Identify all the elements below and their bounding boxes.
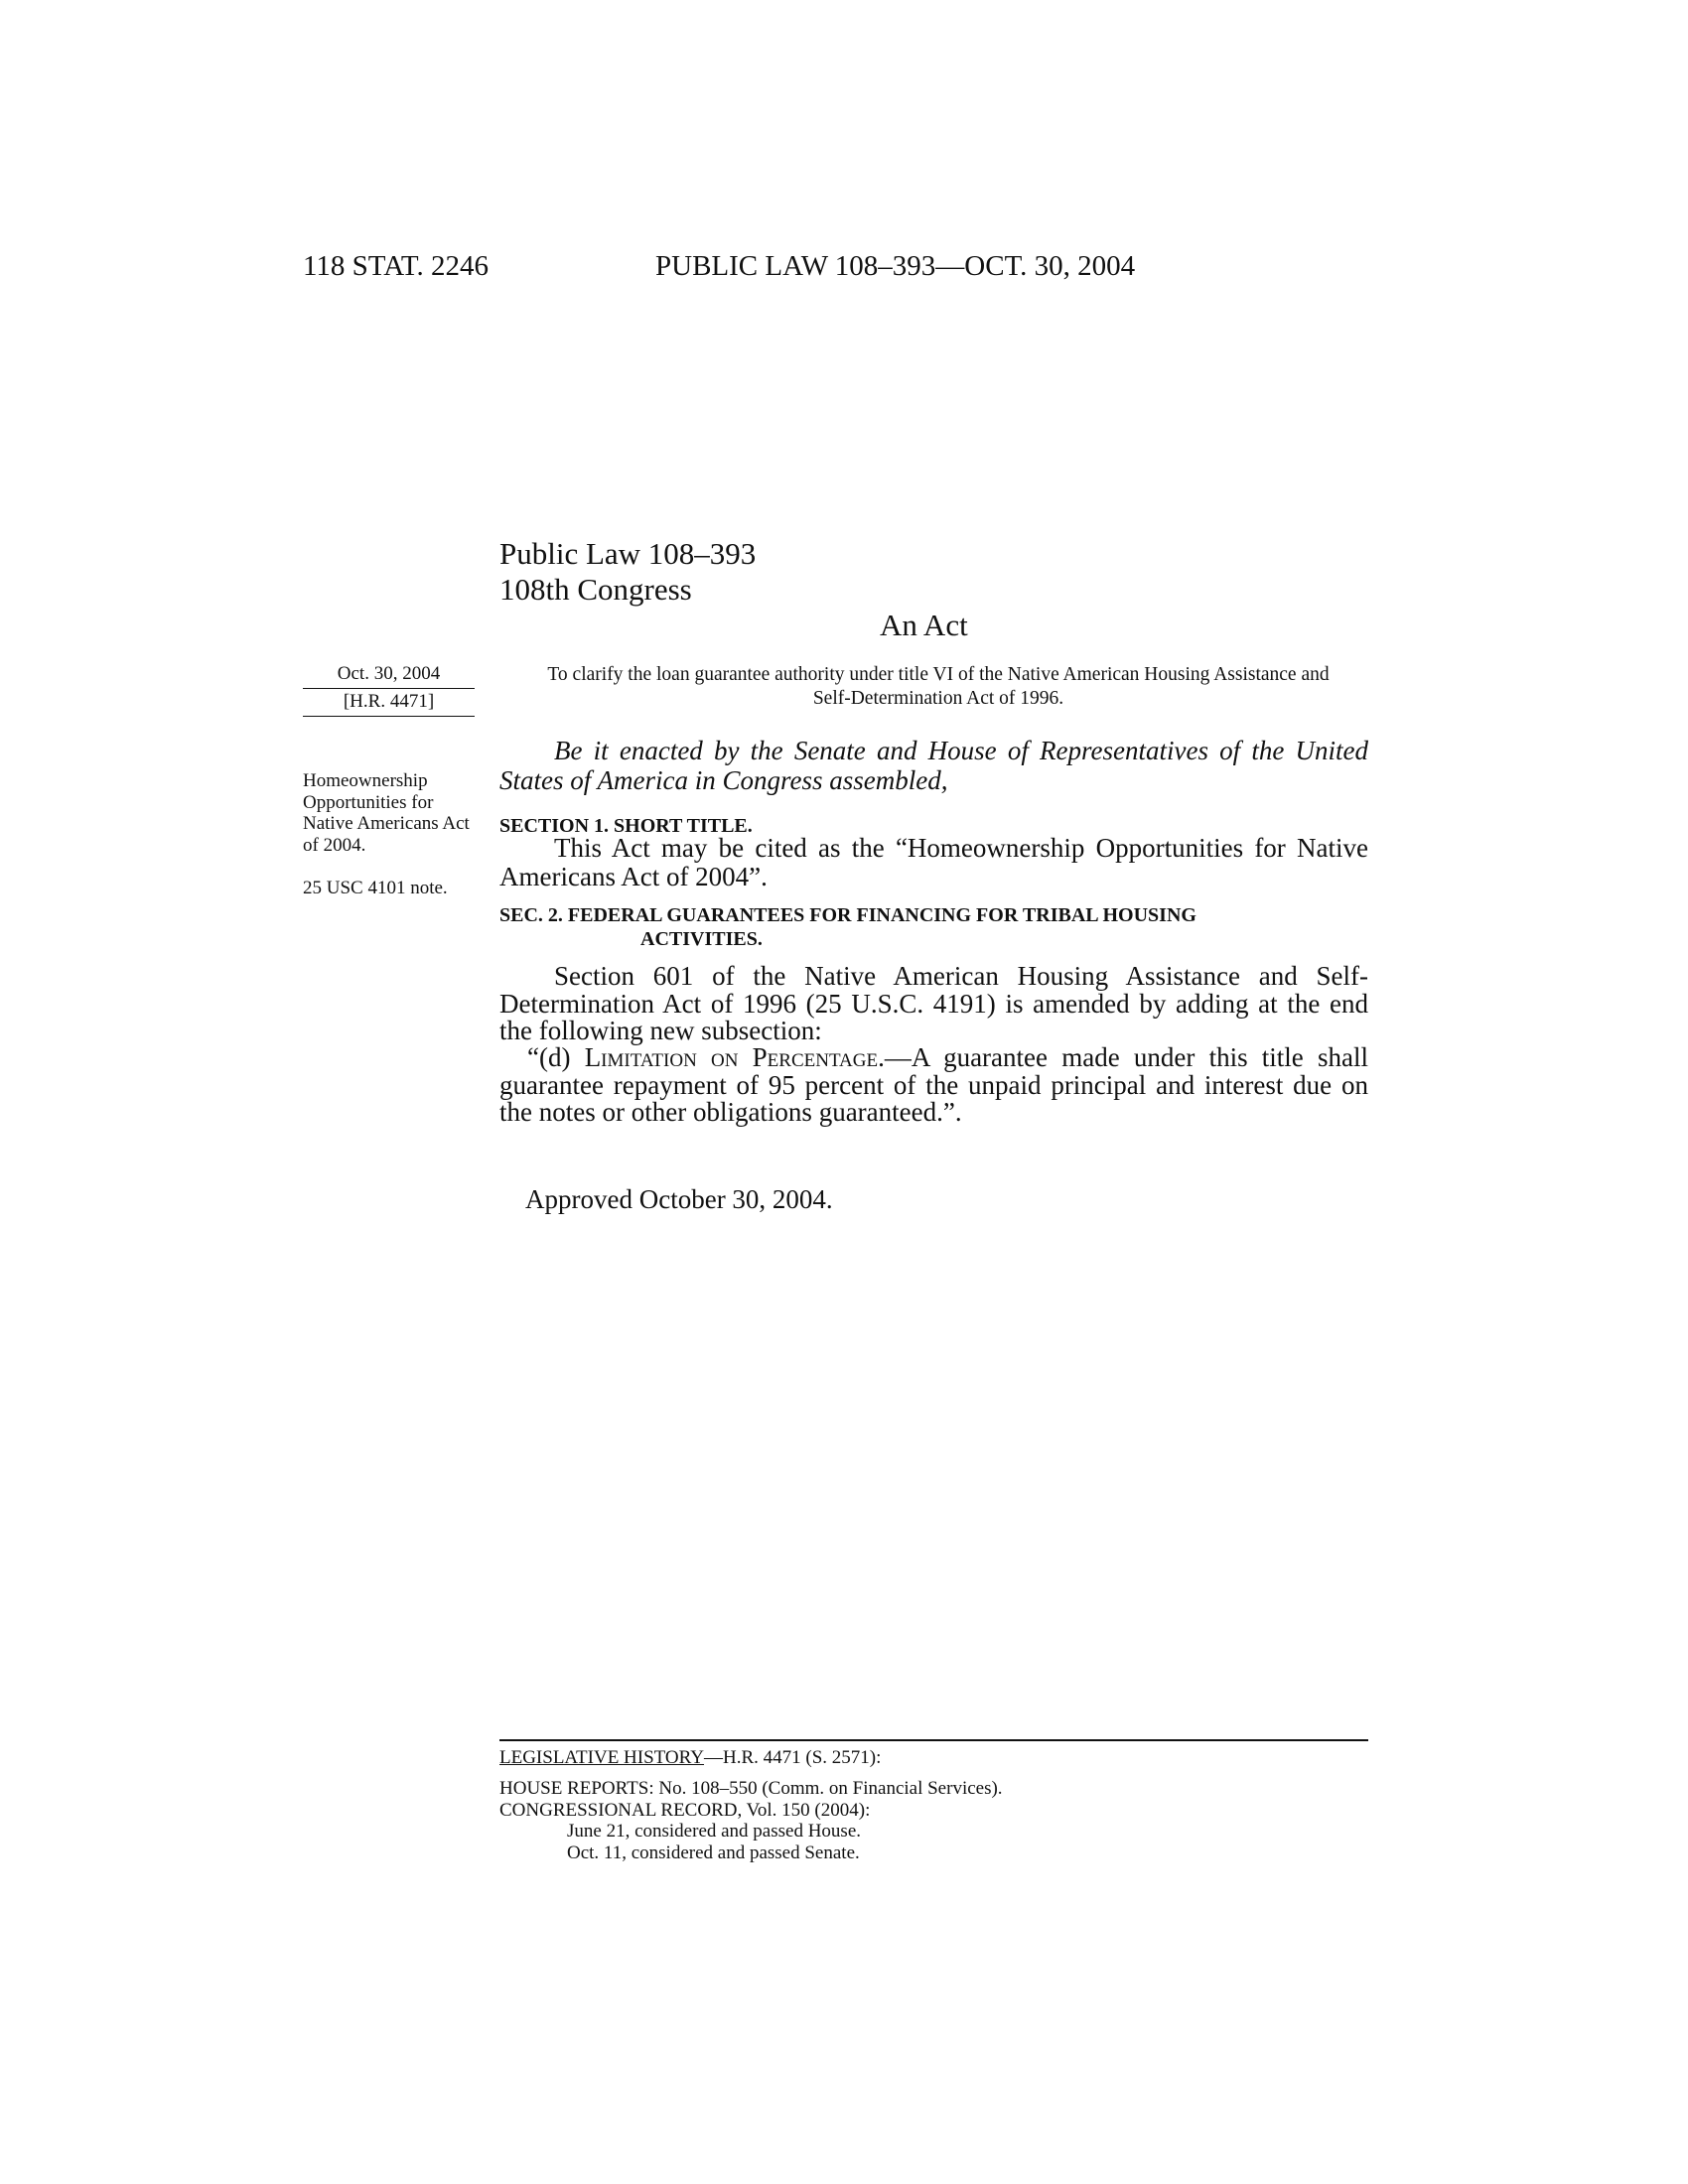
congress-number: 108th Congress (499, 572, 692, 607)
footer-divider (499, 1739, 1368, 1741)
legislative-history-bill: —H.R. 4471 (S. 2571): (704, 1747, 882, 1768)
margin-usc-note: 25 USC 4101 note. (303, 878, 448, 898)
subsection-caption: Limitation on Percentage (584, 1042, 879, 1072)
margin-divider (303, 688, 475, 689)
margin-date: Oct. 30, 2004 (337, 663, 441, 684)
approval-date: Approved October 30, 2004. (525, 1184, 833, 1214)
enacting-clause: Be it enacted by the Senate and House of Representatives of the United States of America in Congress assembled, (499, 736, 1368, 795)
subsection-text: .—A guarantee made under this title shall guarantee repayment of 95 percent of the unpaid principal and interest due on the notes or other obligations guaranteed.”. (499, 1042, 1368, 1127)
section-2-heading (499, 903, 1368, 951)
legislative-history-label: LEGISLATIVE HISTORY (499, 1747, 705, 1768)
act-heading: An Act (880, 608, 968, 642)
running-title: PUBLIC LAW 108–393—OCT. 30, 2004 (655, 250, 1136, 282)
legislative-history-body (499, 1778, 1003, 1863)
record-entry: Oct. 11, considered and passed Senate. (567, 1842, 860, 1863)
margin-divider (303, 716, 475, 717)
section-2-heading-line-2: ACTIVITIES. (640, 928, 763, 950)
stat-page-reference: 118 STAT. 2246 (303, 250, 489, 282)
law-number: Public Law 108–393 (499, 536, 757, 571)
section-2-heading-line-1: SEC. 2. FEDERAL GUARANTEES FOR FINANCING FOR TRIBAL HOUSING (499, 904, 1196, 926)
margin-short-title-note: Homeownership Opportunities for Native Americans Act of 2004. (303, 770, 470, 856)
section-1-heading: SECTION 1. SHORT TITLE. (499, 815, 753, 837)
section-2-subsection-d (499, 1044, 1368, 1127)
purpose-statement: To clarify the loan guarantee authority under title VI of the Native American Housing Assistance and Self-Determination Act of 1996. (547, 664, 1330, 709)
subsection-prefix: “(d) (527, 1042, 585, 1072)
legislative-history-heading (499, 1747, 881, 1769)
section-1-text: This Act may be cited as the “Homeownership Opportunities for Native Americans Act of 2004”. (499, 833, 1368, 891)
margin-bill-number: [H.R. 4471] (343, 691, 435, 712)
record-entry: June 21, considered and passed House. (567, 1821, 862, 1842)
section-2-text: Section 601 of the Native American Housing Assistance and Self-Determination Act of 1996 (25 U.S.C. 4191) is amended by adding at the end the following new subsection: (499, 961, 1368, 1045)
congressional-record-line: CONGRESSIONAL RECORD, Vol. 150 (2004): (499, 1799, 871, 1821)
house-reports-line: HOUSE REPORTS: No. 108–550 (Comm. on Financial Services). (499, 1778, 1003, 1799)
